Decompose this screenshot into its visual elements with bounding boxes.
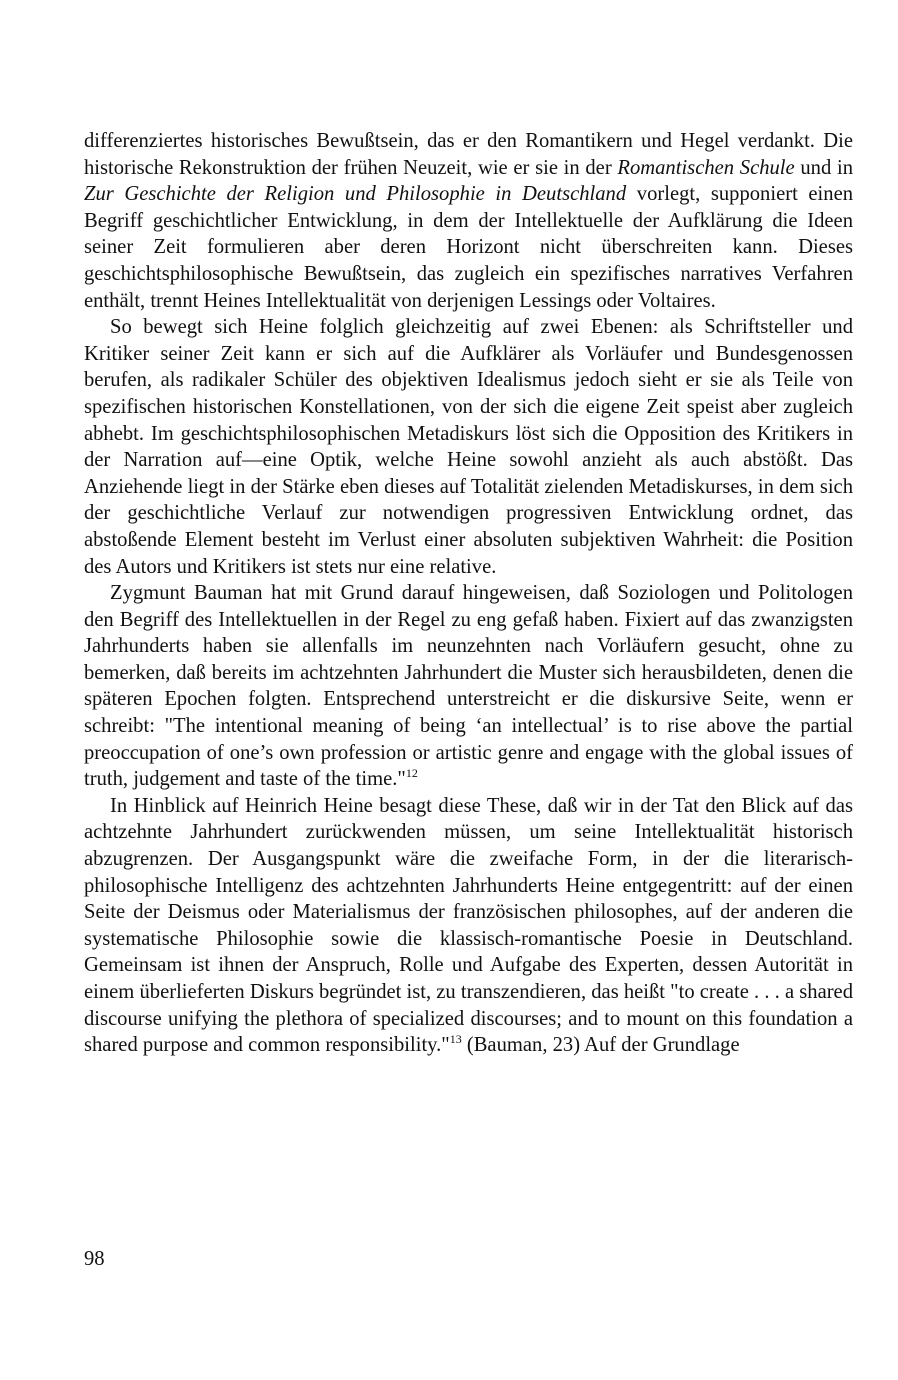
book-title-geschichte-religion-philosophie: Zur Geschichte der Religion und Philosophie in Deutschland [84, 183, 627, 206]
paragraph-4-text-a: In Hinblick auf Heinrich Heine besagt diese These, daß wir in der Tat den Blick auf das achtzehnte Jahrhundert zurückwenden müssen, um seine Intellektualität historisch abzugrenzen. Der Ausgangspunkt wäre die zweifache Form, in der die literarisch-philosophische Intelligenz des achtzehnten Jahrhunderts Heine entgegentritt: auf der einen Seite der Deismus oder Materialismus der französischen philosophes, auf der anderen die systematische Philosophie sowie die klassisch-romantische Poesie in Deutschland. Gemeinsam ist ihnen der Anspruch, Rolle und Aufgabe des Experten, dessen Autorität in einem überlieferten Diskurs begründet ist, zu transzendieren, das heißt "to create . . . a shared discourse unifying the plethora of specialized discourses; and to mount on this foundation a shared purpose and common responsibility." [84, 794, 853, 1057]
paragraph-3-text: Zygmunt Bauman hat mit Grund darauf hingeweisen, daß Soziologen und Politologen den Begriff des Intellektuellen in der Regel zu eng gefaß haben. Fixiert auf das zwanzigsten Jahrhunderts haben sie allenfalls im neunzehnten nach Vorläufern gesucht, ohne zu bemerken, daß bereits im achtzehnten Jahrhundert die Muster sich herausbildeten, denen die späteren Epochen folgten. Entsprechend unterstreicht er die diskursive Seite, wenn er schreibt: "The intentional meaning of being ‘an intellectual’ is to rise above the partial preoccupation of one’s own profession or artistic genre and engage with the global issues of truth, judgement and taste of the time." [84, 582, 853, 791]
footnote-marker-12: 12 [405, 766, 418, 781]
paragraph-1-text-b: und in [794, 156, 853, 179]
paragraph-1 [84, 128, 853, 314]
body-text [84, 128, 853, 1059]
paragraph-4-text-b: (Bauman, 23) Auf der Grundlage [461, 1034, 740, 1057]
paragraph-3 [84, 580, 853, 793]
paragraph-1-text-c: vorlegt, supponiert einen Begriff geschichtlicher Entwicklung, in dem der Intellektuelle der Aufklärung die Ideen seiner Zeit formulieren aber deren Horizont nicht überschreiten kann. Dieses geschichtsphilosophische Bewußtsein, das zugleich ein spezifisches narratives Verfahren enthält, trennt Heines Intellektualität von derjenigen Lessings oder Voltaires. [84, 183, 854, 312]
footnote-marker-13: 13 [449, 1032, 462, 1047]
page-number: 98 [84, 1248, 105, 1270]
book-title-romantische-schule: Romantischen Schule [617, 156, 795, 179]
paragraph-4 [84, 793, 853, 1059]
paragraph-1-text-a: differenziertes historisches Bewußtsein, das er den Romantikern und Hegel verdankt. Die historische Rekonstruktion der frühen Neuzeit, wie er sie in der [84, 130, 853, 179]
paragraph-2: So bewegt sich Heine folglich gleichzeitig auf zwei Ebenen: als Schriftsteller und Kritiker seiner Zeit kann er sich auf die Aufklärer als Vorläufer und Bundesgenossen berufen, als radikaler Schüler des objektiven Idealismus jedoch sieht er sie als Teile von spezifischen historischen Konstellationen, von der sich die eigene Zeit speist aber zugleich abhebt. Im geschichtsphilosophischen Metadiskurs löst sich die Opposition des Kritikers in der Narration auf—eine Optik, welche Heine sowohl anzieht als auch abstößt. Das Anziehende liegt in der Stärke eben dieses auf Totalität zielenden Metadiskurses, in dem sich der geschichtliche Verlauf zur notwendigen progressiven Entwicklung ordnet, das abstoßende Element besteht im Verlust einer absoluten subjektiven Wahrheit: die Position des Autors und Kritikers ist stets nur eine relative. [84, 316, 853, 578]
